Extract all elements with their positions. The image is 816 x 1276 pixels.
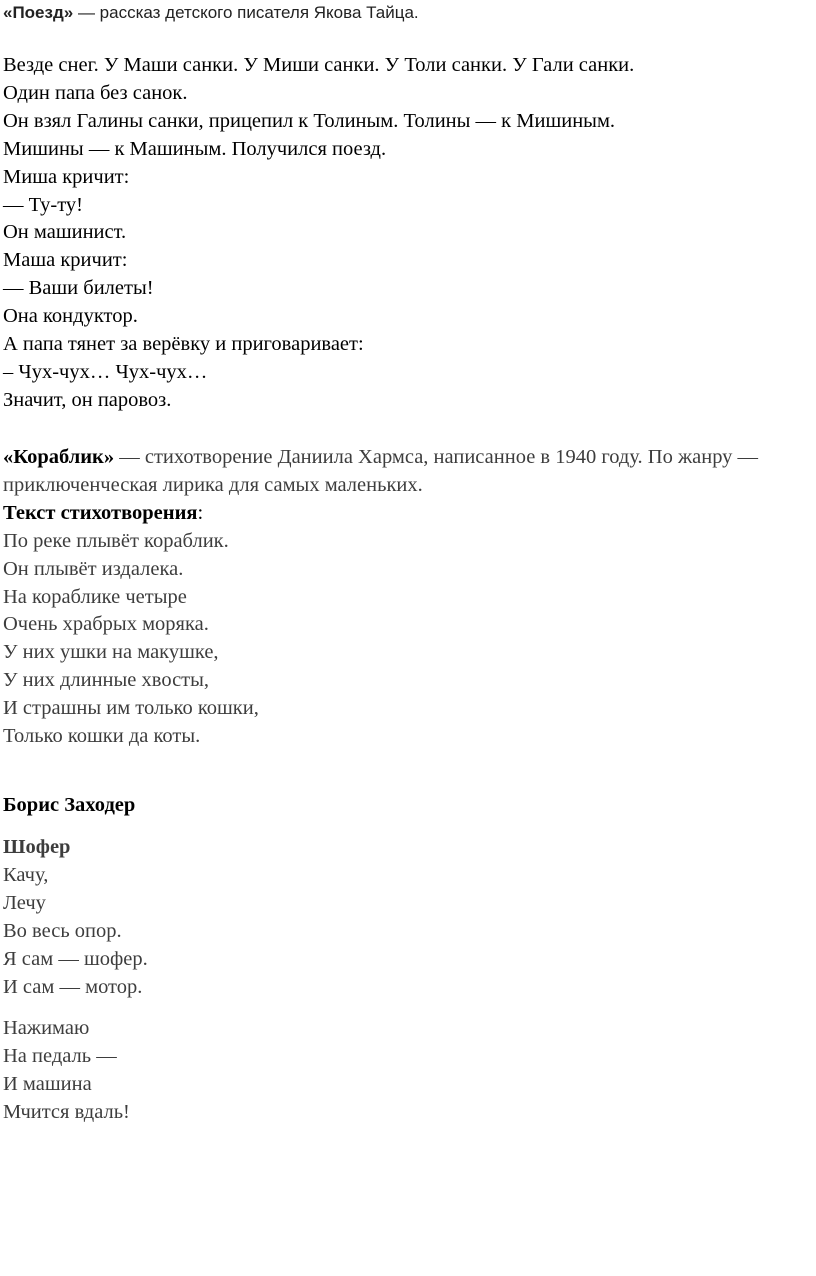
story3-poem-line: Качу, [3, 863, 49, 886]
story1-line: Один папа без санок. [3, 81, 188, 104]
story2-poem-line: У них ушки на макушке, [3, 641, 219, 664]
story3-poem-line: И сам — мотор. [3, 975, 143, 998]
story2-poem-line: Он плывёт издалека. [3, 557, 184, 580]
story2-description-paragraph [3, 444, 813, 500]
story2-poem-line: Только кошки да коты. [3, 725, 201, 748]
story2-poem-line: У них длинные хвосты, [3, 669, 210, 692]
story3-poem-line: И машина [3, 1072, 92, 1095]
story2-text-heading-colon: : [197, 501, 204, 524]
story1-line: — Ту-ту! [3, 193, 83, 216]
story1-line: Он машинист. [3, 221, 127, 244]
story3-poem-line: Нажимаю [3, 1017, 90, 1039]
story2-description: — стихотворение Даниила Хармса, написанное в 1940 году. По жанру — приключенческая лирика для самых маленьких. [3, 446, 759, 496]
story2-title: «Кораблик» [3, 446, 115, 468]
story2-poem-line: И страшны им только кошки, [3, 697, 259, 720]
story3-poem-line: Я сам — шофер. [3, 947, 148, 970]
story2-poem-line: На кораблике четыре [3, 585, 187, 608]
story1-line: Маша кричит: [3, 249, 128, 272]
story3-poem-line: Лечу [3, 891, 46, 914]
story3-stanza1 [3, 834, 813, 1001]
story2-text [3, 444, 813, 751]
story1-intro-rest: — рассказ детского писателя Якова Тайца. [73, 3, 419, 22]
story3-poem-line: Мчится вдаль! [3, 1100, 130, 1123]
story1-intro [3, 2, 419, 24]
story3-title: Шофер [3, 836, 71, 858]
story1-line: – Чух-чух… Чух-чух… [3, 360, 208, 383]
story3-author: Борис Заходер [3, 794, 136, 816]
story2-poem-line: Очень храбрых моряка. [3, 613, 209, 636]
story1-line: Значит, он паровоз. [3, 388, 172, 411]
story1-line: Она кондуктор. [3, 305, 138, 328]
story3-stanza2 [3, 1015, 813, 1127]
story3-poem-line: Во весь опор. [3, 919, 122, 942]
story1-intro-title: «Поезд» [3, 3, 74, 22]
story1-line: — Ваши билеты! [3, 277, 154, 300]
story1-line: А папа тянет за верёвку и приговаривает: [3, 333, 364, 356]
story1-line: Везде снег. У Маши санки. У Миши санки. У Толи санки. У Гали санки. [3, 54, 635, 76]
story2-text-heading: Текст стихотворения [3, 501, 198, 524]
story1-line: Мишины — к Машиным. Получился поезд. [3, 137, 387, 160]
story1-line: Он взял Галины санки, прицепил к Толиным. Толины — к Мишиным. [3, 109, 616, 132]
story3-poem-line: На педаль — [3, 1044, 117, 1067]
story3-author-block [3, 792, 813, 820]
story1-line: Миша кричит: [3, 165, 130, 188]
story2-poem-line: По реке плывёт кораблик. [3, 529, 229, 552]
story1-text [3, 52, 813, 415]
story2-text-heading-row [3, 500, 813, 528]
